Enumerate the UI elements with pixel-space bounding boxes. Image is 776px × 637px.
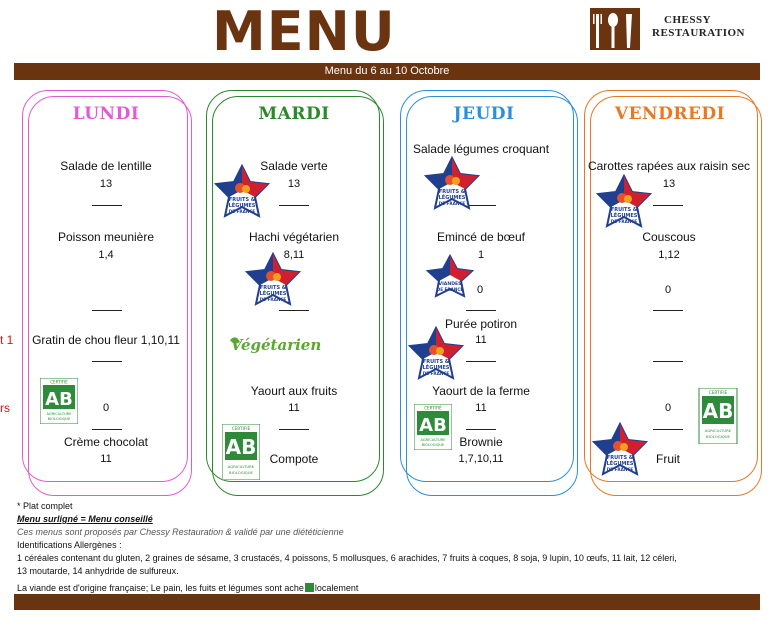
separator xyxy=(466,361,496,362)
svg-text:DE FRANCE: DE FRANCE xyxy=(610,219,638,224)
svg-text:LÉGUMES: LÉGUMES xyxy=(610,213,638,219)
jeudi-title: JEUDI xyxy=(453,104,515,124)
svg-text:LÉGUMES: LÉGUMES xyxy=(606,461,634,467)
mardi-code-1: 13 xyxy=(287,178,301,190)
lundi-code-1: 13 xyxy=(99,178,113,190)
svg-text:DE FRANCE: DE FRANCE xyxy=(436,287,464,292)
lundi-code-4: 0 xyxy=(102,402,110,414)
cutlery-icon xyxy=(586,8,646,52)
jeudi-item-5: Yaourt de la ferme xyxy=(432,384,530,398)
vendredi-title: VENDREDI xyxy=(614,104,726,124)
svg-text:BIOLOGIQUE: BIOLOGIQUE xyxy=(229,470,253,475)
vendredi-code-4: 0 xyxy=(664,402,672,414)
vendredi-item-2: Couscous xyxy=(642,230,696,244)
svg-text:BIOLOGIQUE: BIOLOGIQUE xyxy=(421,443,445,447)
mardi-code-2: 8,11 xyxy=(283,249,305,261)
separator xyxy=(466,429,496,430)
lundi-code-5: 11 xyxy=(100,453,112,465)
mardi-title: MARDI xyxy=(258,104,330,124)
viandes-de-france-logo xyxy=(426,254,474,298)
jeudi-item-6: Brownie xyxy=(459,435,503,449)
chessy-logo xyxy=(586,8,746,52)
footer-notes xyxy=(17,500,767,595)
svg-text:FRUITS &: FRUITS & xyxy=(259,285,287,291)
svg-text:AGRICULTURE: AGRICULTURE xyxy=(227,464,255,469)
svg-text:AB: AB xyxy=(45,389,73,410)
separator xyxy=(279,429,309,430)
separator xyxy=(279,205,309,206)
separator xyxy=(92,205,122,206)
svg-text:FRUITS &: FRUITS & xyxy=(606,455,634,461)
svg-text:BIOLOGIQUE: BIOLOGIQUE xyxy=(706,434,730,439)
mardi-code-3: 11 xyxy=(288,402,300,414)
separator xyxy=(653,205,683,206)
jeudi-item-1: Salade légumes croquant xyxy=(412,142,550,156)
ab-bio-logo xyxy=(40,378,78,424)
svg-text:LÉGUMES: LÉGUMES xyxy=(259,291,287,297)
lundi-item-2: Poisson meunière xyxy=(57,230,155,244)
svg-text:DE FRANCE: DE FRANCE xyxy=(606,467,634,472)
svg-text:AGRICULTURE: AGRICULTURE xyxy=(420,438,446,442)
subtitle-bar: Menu du 6 au 10 Octobre xyxy=(14,63,760,80)
svg-text:DE FRANCE: DE FRANCE xyxy=(259,297,287,302)
plat-complet-note: * Plat complet xyxy=(17,501,73,511)
vendredi-code-1: 13 xyxy=(662,178,676,190)
svg-text:AGRICULTURE: AGRICULTURE xyxy=(704,428,732,433)
svg-text:LÉGUMES: LÉGUMES xyxy=(422,365,450,371)
fruits-legumes-logo xyxy=(245,252,301,308)
svg-text:CERTIFIÉ: CERTIFIÉ xyxy=(708,390,728,395)
lundi-code-2: 1,4 xyxy=(98,249,114,261)
separator xyxy=(466,310,496,311)
mardi-item-1: Salade verte xyxy=(260,159,328,173)
ab-bio-logo xyxy=(698,388,738,444)
bottom-bar xyxy=(14,594,760,610)
svg-text:AB: AB xyxy=(702,399,734,423)
lundi-item-1: Salade de lentille xyxy=(60,159,152,173)
vendredi-code-3: 0 xyxy=(664,284,672,296)
jeudi-code-2: 1 xyxy=(477,249,485,261)
fruits-legumes-logo xyxy=(424,156,480,212)
svg-text:VIANDES: VIANDES xyxy=(438,282,462,287)
logo-line-1: CHESSY xyxy=(664,14,712,26)
vendredi-item-1: Carottes rapées aux raisin sec xyxy=(587,159,751,173)
jeudi-code-3: 0 xyxy=(476,284,484,296)
fruits-legumes-logo xyxy=(214,164,270,220)
svg-text:DE FRANCE: DE FRANCE xyxy=(438,201,466,206)
svg-text:DE FRANCE: DE FRANCE xyxy=(422,371,450,376)
vendredi-code-2: 1,12 xyxy=(658,249,680,261)
menu-conseille-note: Menu surligné = Menu conseillé xyxy=(17,514,153,524)
fruits-legumes-logo xyxy=(596,174,652,230)
svg-text:LÉGUMES: LÉGUMES xyxy=(438,195,466,201)
jeudi-code-5: 11 xyxy=(475,402,487,414)
svg-text:Végétarien: Végétarien xyxy=(230,336,322,354)
jeudi-code-6: 1,7,10,11 xyxy=(458,453,504,465)
separator xyxy=(653,310,683,311)
svg-text:BIOLOGIQUE: BIOLOGIQUE xyxy=(47,417,71,421)
page-title: MENU xyxy=(212,0,396,63)
jeudi-item-2: Emincé de bœuf xyxy=(436,230,526,244)
svg-text:AB: AB xyxy=(225,435,257,459)
svg-text:CERTIFIÉ: CERTIFIÉ xyxy=(231,426,251,431)
cut-text: rs xyxy=(0,401,10,415)
svg-text:AB: AB xyxy=(419,415,447,436)
fruits-legumes-logo xyxy=(408,326,464,382)
allergenes-title: Identifications Allergènes : xyxy=(17,540,122,550)
separator xyxy=(653,361,683,362)
svg-text:AGRICULTURE: AGRICULTURE xyxy=(46,412,72,416)
separator xyxy=(92,310,122,311)
mardi-item-3: Yaourt aux fruits xyxy=(250,384,338,398)
svg-text:FRUITS &: FRUITS & xyxy=(610,207,638,213)
dieteticienne-note: Ces menus sont proposés par Chessy Restauration & validé par une diététicienne xyxy=(17,527,344,537)
separator xyxy=(279,310,309,311)
cut-text: t 1 xyxy=(0,333,14,347)
separator xyxy=(92,429,122,430)
ab-bio-logo xyxy=(222,424,260,475)
svg-text:DE FRANCE: DE FRANCE xyxy=(228,209,256,214)
leaf-icon xyxy=(305,583,314,592)
allergenes-list-1: 1 céréales contenant du gluten, 2 graines de sésame, 3 crustacés, 4 poissons, 5 mollusques, 6 arachides, 7 fruits à coques, 8 soja, 9 lupin, 10 œufs, 11 lait, 12 céleri, xyxy=(17,553,677,563)
fruits-legumes-logo xyxy=(592,422,648,478)
svg-text:FRUITS &: FRUITS & xyxy=(438,189,466,195)
svg-text:LÉGUMES: LÉGUMES xyxy=(228,203,256,209)
lundi-item-5: Crème chocolat xyxy=(63,435,149,449)
ab-bio-logo xyxy=(414,404,452,450)
separator xyxy=(92,361,122,362)
vendredi-item-5: Fruit xyxy=(656,452,680,466)
svg-text:FRUITS &: FRUITS & xyxy=(422,359,450,365)
mardi-item-2: Hachi végétarien xyxy=(248,230,340,244)
lundi-item-3: Gratin de chou fleur 1,10,11 xyxy=(32,333,180,347)
vegetarien-logo xyxy=(226,332,322,356)
jeudi-item-4: Purée potiron xyxy=(444,317,518,331)
origine-text-a: La viande est d'origine française; Le pain, les fuits et légumes sont ache xyxy=(17,583,304,593)
svg-text:CERTIFIÉ: CERTIFIÉ xyxy=(424,405,442,411)
separator xyxy=(653,429,683,430)
origine-text-b: localement xyxy=(314,583,359,593)
mardi-item-4: Compote xyxy=(269,452,319,466)
lundi-title: LUNDI xyxy=(72,104,140,124)
logo-line-2: RESTAURATION xyxy=(652,27,745,39)
allergenes-list-2: 13 moutarde, 14 anhydride de sulfureux. xyxy=(17,566,179,576)
svg-text:CERTIFIÉ: CERTIFIÉ xyxy=(50,379,68,385)
svg-text:FRUITS &: FRUITS & xyxy=(228,197,256,203)
jeudi-code-4: 11 xyxy=(475,334,487,346)
